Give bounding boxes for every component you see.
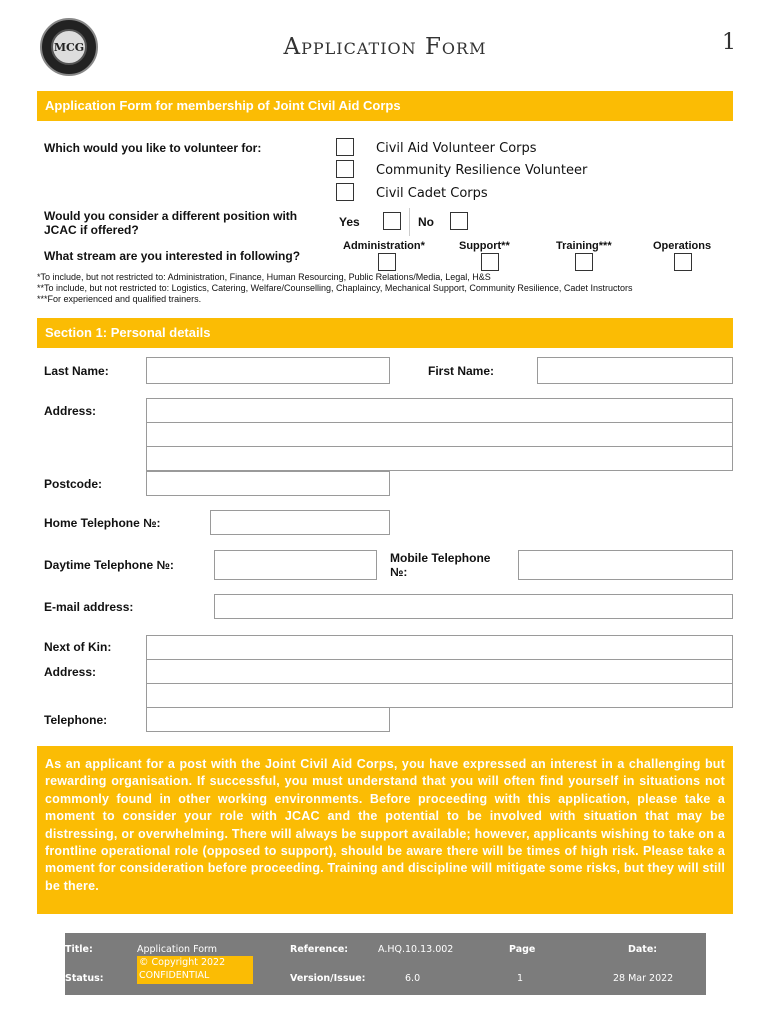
first-name-input[interactable] [537, 357, 733, 384]
footer-copyright-box [137, 956, 253, 984]
next-of-kin-telephone-input[interactable] [146, 707, 390, 732]
footer-version-label: Version/Issue: [290, 973, 366, 984]
page-number: 1 [722, 30, 736, 55]
mobile-telephone-input[interactable] [518, 550, 733, 580]
address-label: Address: [44, 404, 97, 418]
address-line-2-input[interactable] [146, 422, 733, 447]
option-community-resilience-volunteer: Community Resilience Volunteer [376, 163, 588, 178]
yes-label: Yes [339, 215, 360, 229]
checkbox-yes[interactable] [383, 212, 401, 230]
footnote-support: **To include, but not restricted to: Logistics, Catering, Welfare/Counselling, Chaplaincy, Mechanical Support, Community Resilience, Cadet Instructors [37, 283, 633, 293]
footer-date-label: Date: [628, 944, 658, 955]
personal-details-section-bar: Section 1: Personal details [37, 318, 733, 348]
email-input[interactable] [214, 594, 733, 619]
different-position-question: Would you consider a different position with JCAC if offered? [44, 209, 298, 237]
checkbox-operations[interactable] [674, 253, 692, 271]
next-of-kin-input[interactable] [146, 635, 733, 660]
logo-text: MCG [53, 41, 85, 54]
stream-administration-label: Administration* [343, 240, 425, 252]
checkbox-civil-cadet-corps[interactable] [336, 183, 354, 201]
checkbox-civil-aid-volunteer-corps[interactable] [336, 138, 354, 156]
membership-section-bar: Application Form for membership of Joint Civil Aid Corps [37, 91, 733, 121]
footer-page-value: 1 [517, 973, 524, 984]
stream-training-label: Training*** [556, 240, 612, 252]
postcode-input[interactable] [146, 471, 390, 496]
last-name-input[interactable] [146, 357, 390, 384]
next-of-kin-address-line-2-input[interactable] [146, 683, 733, 708]
home-telephone-input[interactable] [210, 510, 390, 535]
next-of-kin-address-line-1-input[interactable] [146, 659, 733, 684]
footer-confidential: CONFIDENTIAL [139, 970, 210, 981]
footer-page-label: Page [509, 944, 536, 955]
home-telephone-label: Home Telephone №: [44, 516, 161, 530]
address-line-3-input[interactable] [146, 446, 733, 471]
stream-support-label: Support** [459, 240, 510, 252]
checkbox-community-resilience-volunteer[interactable] [336, 160, 354, 178]
checkbox-support[interactable] [481, 253, 499, 271]
footer-title-value: Application Form [137, 944, 218, 955]
stream-question: What stream are you interested in following? [44, 249, 301, 263]
stream-operations-label: Operations [653, 240, 712, 252]
footer-status-label: Status: [65, 973, 104, 984]
applicant-notice: As an applicant for a post with the Joint Civil Aid Corps, you have expressed an interest in a challenging but rewarding organisation. If successful, you must understand that you will often find yourself in situations not commonly found in other working environments. Before proceeding with this application, please take a moment to consider your role with JCAC and the potential to be involved with situation that may be distressing, or overwhelming. There will always be support available; however, applicants wishing to take on a frontline operational role (opposed to support), should be aware there will be times of high risk. Please take a moment for consideration before proceeding. Training and discipline will mitigate some risks, but they will still be there. [37, 746, 733, 914]
last-name-label: Last Name: [44, 364, 109, 378]
checkbox-no[interactable] [450, 212, 468, 230]
document-control-table [65, 933, 706, 995]
checkbox-administration[interactable] [378, 253, 396, 271]
first-name-label: First Name: [428, 364, 495, 378]
footer-copyright: © Copyright 2022 [139, 957, 226, 968]
footer-title-label: Title: [65, 944, 93, 955]
postcode-label: Postcode: [44, 477, 103, 491]
footer-reference-value: A.HQ.10.13.002 [378, 944, 454, 955]
next-of-kin-address-label: Address: [44, 665, 97, 679]
page-title: Application Form [283, 34, 487, 60]
checkbox-training[interactable] [575, 253, 593, 271]
divider [409, 208, 410, 236]
footer-date-value: 28 Mar 2022 [613, 973, 674, 984]
no-label: No [418, 215, 434, 229]
footnote-training: ***For experienced and qualified trainers. [37, 294, 202, 304]
option-civil-aid-volunteer-corps: Civil Aid Volunteer Corps [376, 141, 537, 156]
mobile-telephone-label: Mobile Telephone [390, 551, 491, 565]
daytime-telephone-input[interactable] [214, 550, 377, 580]
footnote-administration: *To include, but not restricted to: Administration, Finance, Human Resourcing, Public Relations/Media, Legal, H&S [37, 272, 491, 282]
footer-version-value: 6.0 [405, 973, 421, 984]
email-label: E-mail address: [44, 600, 134, 614]
telephone-label: Telephone: [44, 713, 108, 727]
daytime-telephone-label: Daytime Telephone №: [44, 558, 174, 572]
next-of-kin-label: Next of Kin: [44, 640, 112, 654]
address-line-1-input[interactable] [146, 398, 733, 423]
volunteer-question: Which would you like to volunteer for: [44, 141, 262, 155]
footer-reference-label: Reference: [290, 944, 349, 955]
option-civil-cadet-corps: Civil Cadet Corps [376, 186, 488, 201]
mobile-telephone-label-number: №: [390, 565, 408, 579]
